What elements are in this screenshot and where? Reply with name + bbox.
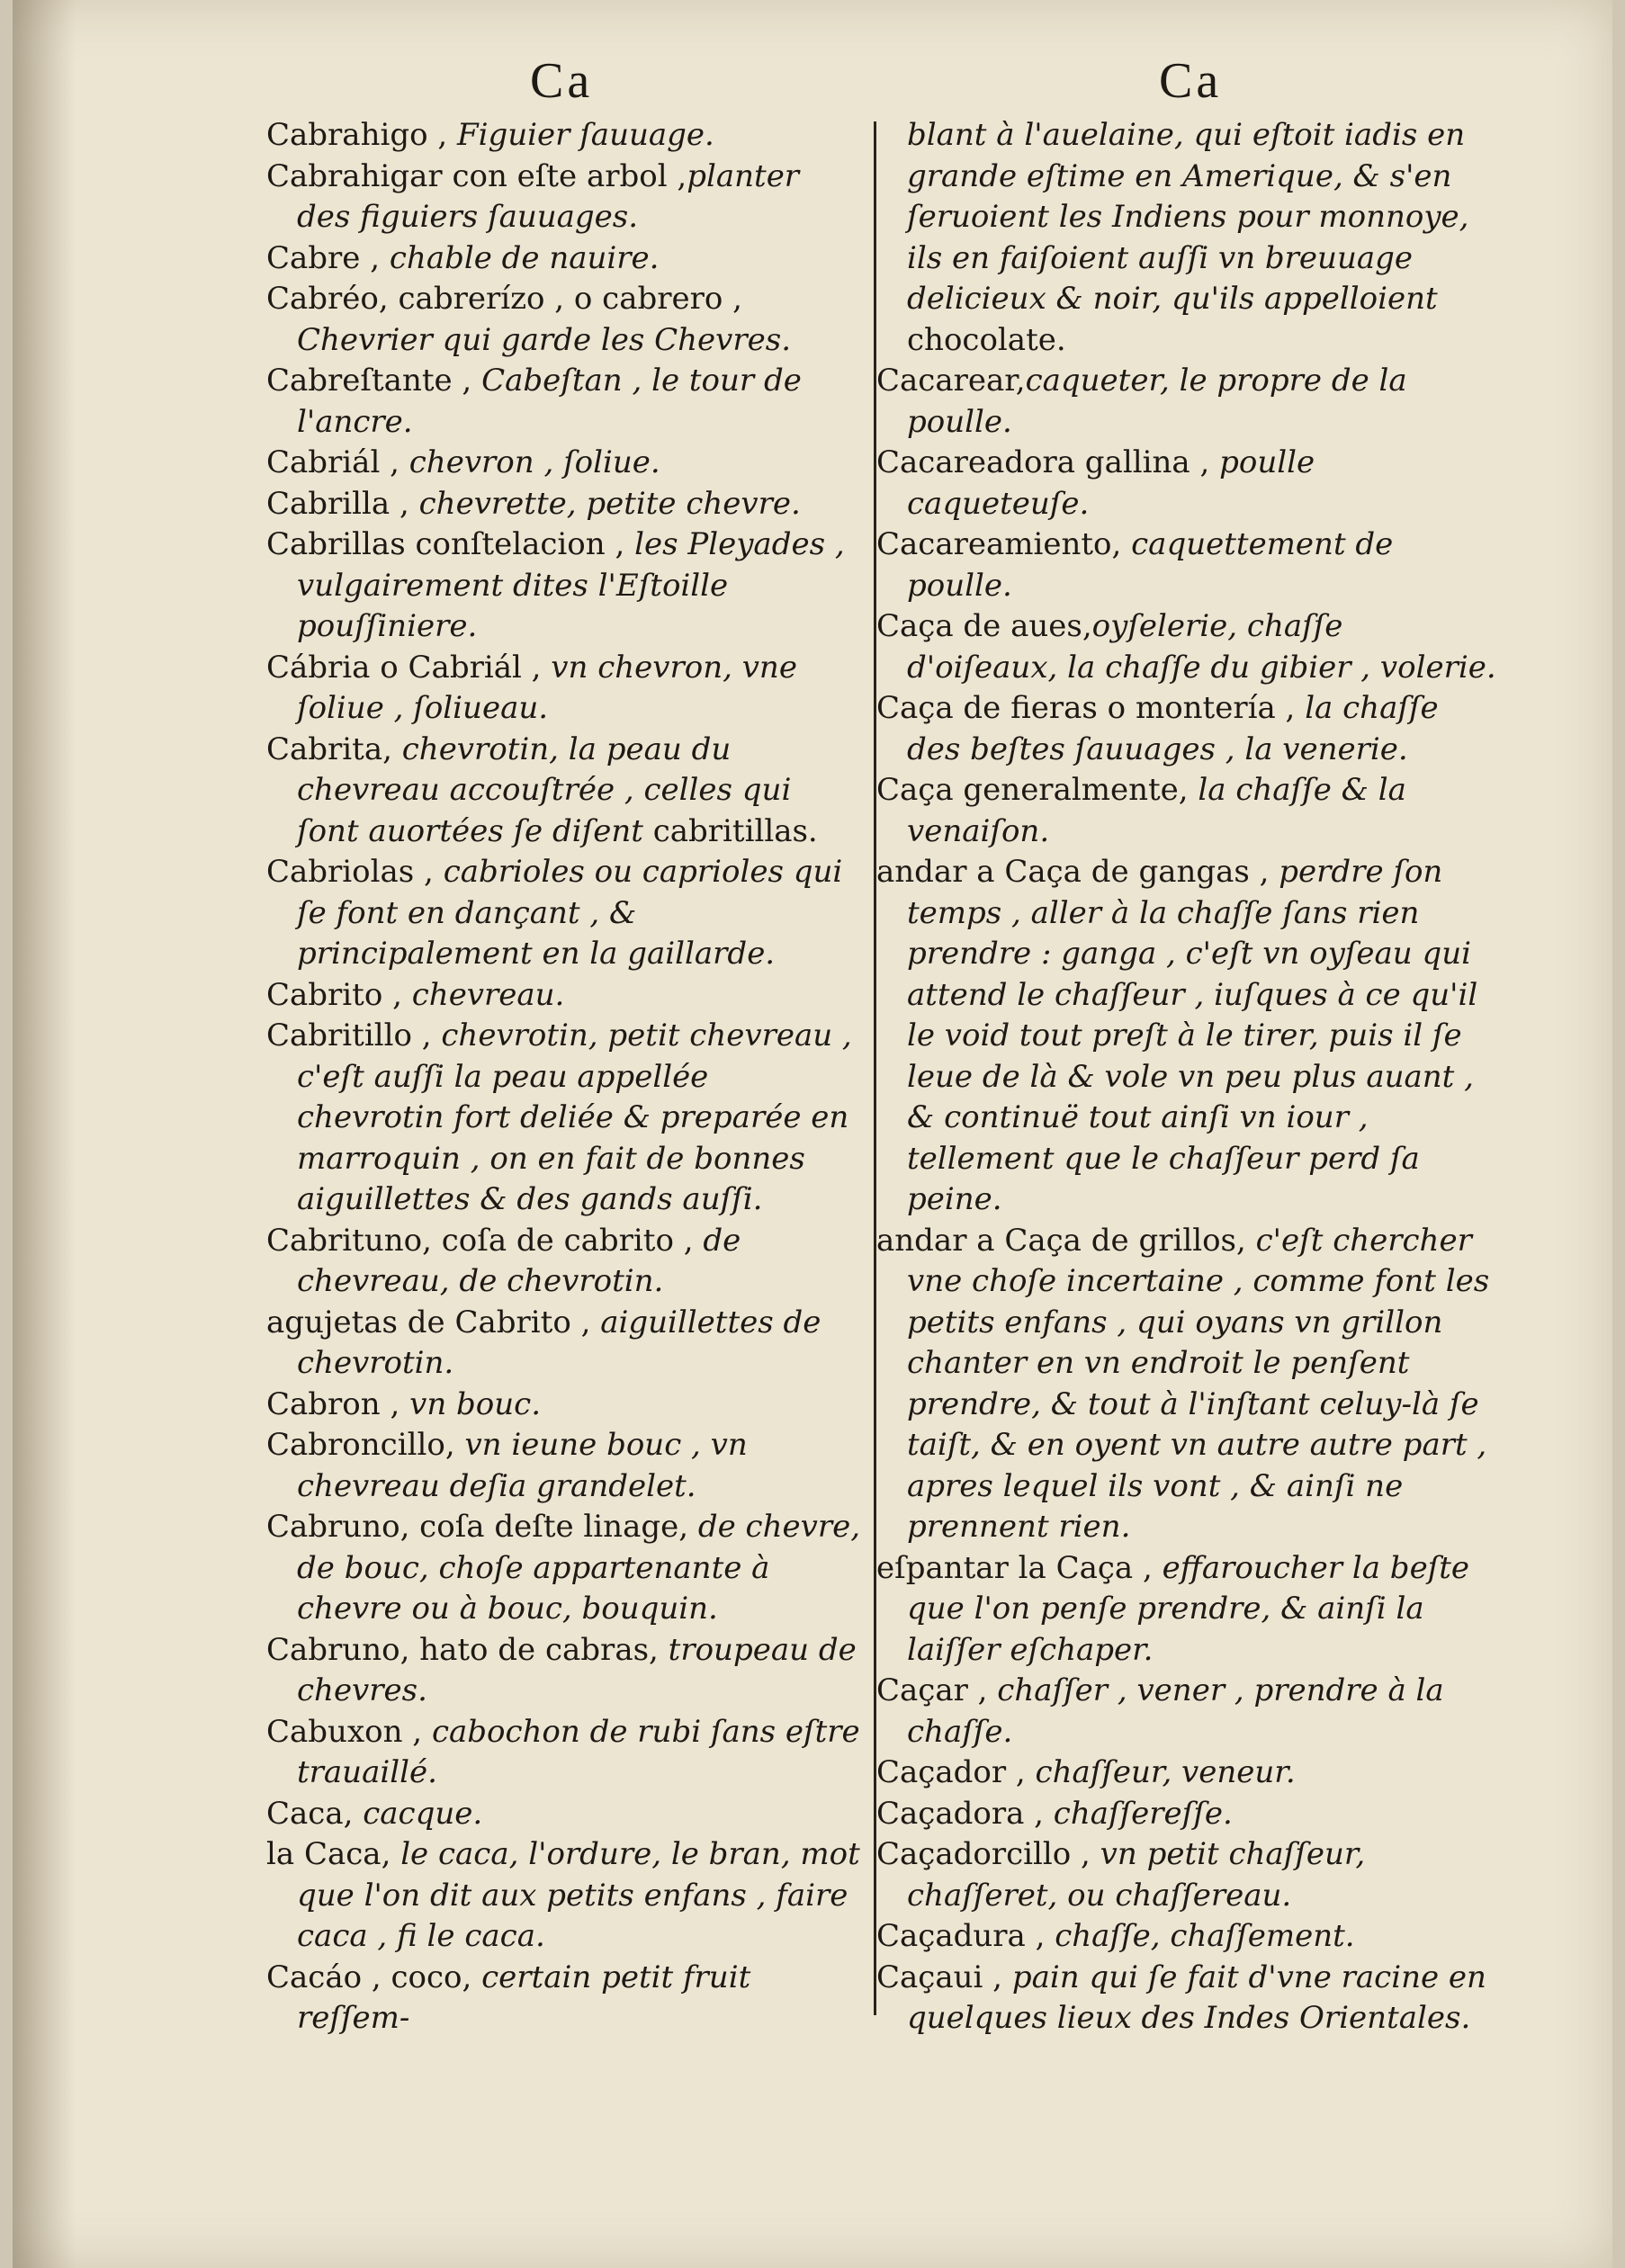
dictionary-entry: [876, 1221, 1497, 1548]
dictionary-entry: [266, 238, 860, 280]
entry-separator: ,: [444, 1427, 465, 1463]
headword: Cabriolas: [266, 854, 415, 890]
definition: la chaſſe des beſtes ſauuages , la venerie.: [907, 690, 1439, 767]
entry-separator: ,: [1024, 1795, 1054, 1832]
definition: Chevrier qui garde les Chevres.: [297, 321, 791, 358]
entry-separator: ,: [380, 444, 409, 480]
dictionary-entry: [266, 115, 860, 157]
dictionary-entry: [266, 484, 860, 525]
entry-separator: ,: [1190, 444, 1220, 480]
headword: Cabritillo: [266, 1017, 412, 1053]
definition: oyſelerie, chaſſe d'oiſeaux, la chaſſe du gibier , volerie.: [907, 608, 1496, 686]
headword: Cabrita: [266, 731, 383, 767]
entry-separator: ,: [1015, 363, 1026, 399]
entry-separator: ,: [380, 1385, 410, 1422]
entry-separator: ,: [381, 1836, 401, 1872]
headword: Cabrito: [266, 976, 383, 1013]
headword: Cabrilla: [266, 485, 391, 522]
dictionary-entry: [876, 688, 1497, 770]
entry-separator: ,: [452, 363, 482, 399]
headword: la Caca: [266, 1836, 382, 1872]
entry-separator: ,: [360, 239, 390, 276]
left-column: [266, 115, 860, 2039]
definition: c'eſt chercher vne choſe incertaine , comme font les petits enfans , qui oyans vn grillon chanter en vn endroit le penſent prendre, & tout à l'inſtant celuy-là ſe taiſt, & en oyent vn autre autre part , apres lequel ils vont , & ainſi ne prennent rien.: [907, 1222, 1490, 1545]
dictionary-entry: [266, 1834, 860, 1958]
entry-separator: ,: [673, 1222, 704, 1259]
definition: pain qui ſe fait d'vne racine en quelques lieux des Indes Orientales.: [907, 1959, 1486, 2036]
dictionary-entry: [266, 852, 860, 975]
entry-separator: ,: [382, 976, 412, 1013]
headword: Cabron: [266, 1385, 381, 1422]
entry-separator: ,: [667, 157, 687, 194]
definition: vn ieune bouc , vn chevreau deſia grandelet.: [297, 1427, 748, 1504]
headword: Cabrillas conſtelacion: [266, 526, 606, 562]
definition: cabrioles ou caprioles qui ſe font en dançant , & principalement en la gaillarde.: [297, 854, 843, 972]
dictionary-entry: [266, 1303, 860, 1385]
dictionary-entry: [876, 852, 1497, 1221]
headword: Cabrahigo: [266, 117, 428, 153]
entry-separator: ,: [411, 1017, 442, 1053]
headword: Cabréo, cabrerízo , o cabrero: [266, 281, 723, 317]
definition: chevrotin, la peau du chevreau accouſtrée , celles qui ſont auortées ſe diſent: [297, 731, 792, 849]
definition: blant à l'auelaine, qui eſtoit iadis en grande eſtime en Amerique, & s'en ſeruoient les Indiens pour monnoye, ils en faiſoient auſſi vn breuuage delicieux & noir, qu'ils appelloient: [907, 117, 1469, 317]
dictionary-entry: [876, 1671, 1497, 1753]
definition: de chevreau, de chevrotin.: [297, 1222, 741, 1299]
dictionary-entry: [266, 1507, 860, 1630]
dictionary-entry: [876, 443, 1497, 524]
definition: planter des figuiers ſauuages.: [297, 157, 800, 235]
dictionary-entry: [266, 443, 860, 484]
headword: Cacareadora gallina: [876, 444, 1190, 480]
entry-separator: ,: [1133, 1549, 1163, 1586]
dictionary-entry: [876, 770, 1497, 852]
dictionary-entry: [266, 648, 860, 730]
definition: effaroucher la beſte que l'on penſe prendre, & ainſi la laiſſer eſchaper.: [907, 1549, 1470, 1668]
dictionary-entry: [266, 975, 860, 1017]
headword: Caça de aues: [876, 608, 1082, 644]
headword: Caca: [266, 1795, 344, 1832]
definition: la chaſſe & la venaiſon.: [907, 772, 1406, 849]
definition-tail: chocolate.: [907, 321, 1066, 358]
entry-separator: ,: [427, 117, 458, 153]
headword: Cabruno, coſa deſte linage: [266, 1509, 679, 1545]
entry-separator: ,: [1071, 1836, 1100, 1872]
dictionary-entry: [266, 730, 860, 853]
entry-separator: ,: [402, 1713, 432, 1750]
headword: Cabrahigar con eſte arbol: [266, 157, 668, 194]
dictionary-entry: [876, 115, 1497, 361]
definition: Cabeſtan , le tour de l'ancre.: [297, 363, 802, 440]
entry-separator: ,: [983, 1959, 1012, 1995]
entry-separator: ,: [1111, 526, 1132, 562]
headword: Cábria o Cabriál: [266, 649, 522, 686]
entry-separator: ,: [390, 485, 419, 522]
definition: caqueter, le propre de la poulle.: [907, 363, 1407, 440]
headword: Cabreſtante: [266, 363, 453, 399]
entry-separator: ,: [521, 649, 552, 686]
dictionary-entry: [876, 1958, 1497, 2039]
entry-separator: ,: [382, 731, 402, 767]
headword: eſpantar la Caça: [876, 1549, 1134, 1586]
dictionary-entry: [266, 524, 860, 648]
dictionary-entry: [266, 1958, 860, 2039]
dictionary-entry: [876, 361, 1497, 443]
definition: les Pleyades , vulgairement dites l'Eſtoille pouſſiniere.: [297, 526, 845, 644]
dictionary-entry: [876, 1753, 1497, 1794]
dictionary-entry: [266, 1425, 860, 1507]
headword: Caçador: [876, 1754, 1007, 1790]
headword: Caça de fieras o montería: [876, 690, 1276, 726]
headword: andar a Caça de gangas: [876, 854, 1250, 890]
dictionary-entry: [266, 1712, 860, 1794]
headword: Cabre: [266, 239, 361, 276]
dictionary-entry: [266, 1016, 860, 1221]
definition: le caca, l'ordure, le bran, mot que l'on dit aux petits enfans , faire caca , fi le caca.: [297, 1836, 860, 1954]
definition: chevrotin, petit chevreau , c'eſt auſſi la peau appellée chevrotin fort deliée & preparée en marroquin , on en fait de bonnes aiguillettes & des gands auſſi.: [297, 1017, 852, 1217]
definition: caquettement de poulle.: [907, 526, 1394, 604]
entry-separator: ,: [723, 281, 742, 317]
definition: perdre ſon temps , aller à la chaſſe ſans rien prendre : ganga , c'eſt vn oyſeau qui attend le chaſſeur , iuſques à ce qu'il le void tout preſt à le tirer, puis il ſe leue de là & vole vn peu plus auant , & continuë tout ainſi vn iour , tellement que le chaſſeur perd ſa peine.: [907, 854, 1478, 1217]
definition: chevron , ſoliue.: [408, 444, 660, 480]
headword: Caçadorcillo: [876, 1836, 1072, 1872]
headword: Cabriál: [266, 444, 381, 480]
headword: Caça generalmente: [876, 772, 1179, 808]
definition: cabochon de rubi ſans eſtre trauaillé.: [297, 1713, 860, 1790]
definition: chable de nauire.: [389, 239, 660, 276]
entry-separator: ,: [1178, 772, 1199, 808]
dictionary-entry: [266, 1385, 860, 1426]
headword: Caçadora: [876, 1795, 1025, 1832]
definition: chaſſeur, veneur.: [1035, 1754, 1296, 1790]
headword: Caçaui: [876, 1959, 983, 1995]
headword: Cabuxon: [266, 1713, 403, 1750]
headword: agujetas de Cabrito: [266, 1304, 571, 1340]
entry-separator: ,: [605, 526, 635, 562]
entry-separator: ,: [649, 1631, 669, 1668]
definition-tail: cabritillas.: [642, 812, 818, 849]
dictionary-entry: [876, 1834, 1497, 1916]
entry-separator: ,: [570, 1304, 601, 1340]
definition: chevreau.: [411, 976, 565, 1013]
definition: chaſſereſſe.: [1053, 1795, 1233, 1832]
dictionary-entry: [876, 1916, 1497, 1958]
entry-separator: ,: [967, 1672, 998, 1708]
entry-separator: ,: [414, 854, 444, 890]
headword: Cabrituno, coſa de cabrito: [266, 1222, 674, 1259]
headword: Caçar: [876, 1672, 968, 1708]
dictionary-entry: [266, 1630, 860, 1712]
headword: Caçadura: [876, 1918, 1026, 1954]
headword: Cacareamiento: [876, 526, 1112, 562]
entry-separator: ,: [1006, 1754, 1036, 1790]
left-column-header: Ca: [530, 53, 594, 109]
headword: andar a Caça de grillos: [876, 1222, 1236, 1259]
dictionary-entry: [266, 279, 860, 361]
definition: vn chevron, vne ſoliue , ſoliueau.: [297, 649, 797, 726]
entry-separator: ,: [1025, 1918, 1055, 1954]
dictionary-entry: [876, 524, 1497, 606]
dictionary-page: [13, 0, 1612, 2268]
headword: Cabroncillo: [266, 1427, 445, 1463]
headword: Cacáo , coco: [266, 1959, 462, 1995]
dictionary-entry: [876, 606, 1497, 688]
definition: poulle caqueteuſe.: [907, 444, 1315, 522]
dictionary-entry: [266, 1794, 860, 1835]
headword: Cabruno, hato de cabras: [266, 1631, 650, 1668]
definition: chaſſer , vener , prendre à la chaſſe.: [907, 1672, 1444, 1750]
headword: Cacarear: [876, 363, 1016, 399]
definition: certain petit fruit reſſem-: [297, 1959, 751, 2036]
entry-separator: ,: [1249, 854, 1279, 890]
entry-separator: ,: [462, 1959, 482, 1995]
definition: Figuier ſauuage.: [457, 117, 714, 153]
entry-separator: ,: [1082, 608, 1092, 644]
definition: aiguillettes de chevrotin.: [297, 1304, 821, 1381]
definition: chevrette, petite chevre.: [418, 485, 801, 522]
dictionary-entry: [876, 1794, 1497, 1835]
definition: vn petit chaſſeur, chaſſeret, ou chaſſereau.: [907, 1836, 1366, 1914]
entry-separator: ,: [1236, 1222, 1256, 1259]
entry-separator: ,: [678, 1509, 698, 1545]
right-column: [876, 115, 1497, 2039]
definition: vn bouc.: [409, 1385, 542, 1422]
definition: chaſſe, chaſſement.: [1055, 1918, 1355, 1954]
definition: cacque.: [363, 1795, 483, 1832]
definition: troupeau de chevres.: [297, 1631, 857, 1708]
definition: de chevre, de bouc, choſe appartenante à chevre ou à bouc, bouquin.: [297, 1509, 861, 1627]
dictionary-entry: [876, 1548, 1497, 1672]
dictionary-entry: [266, 157, 860, 238]
dictionary-entry: [266, 1221, 860, 1303]
entry-separator: ,: [343, 1795, 364, 1832]
right-column-header: Ca: [1159, 53, 1223, 109]
entry-separator: ,: [1275, 690, 1306, 726]
dictionary-entry: [266, 361, 860, 443]
